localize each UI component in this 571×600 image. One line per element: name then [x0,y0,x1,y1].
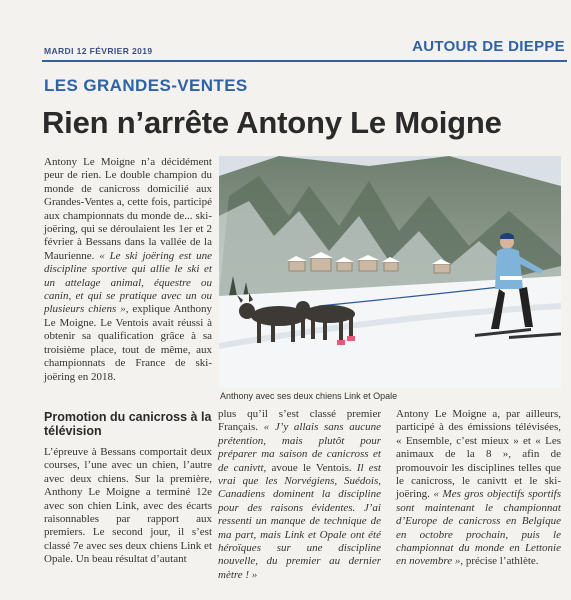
article-subhead: Promotion du canicross à la télévision [44,410,212,438]
photo-caption: Anthony avec ses deux chiens Link et Opale [220,391,398,401]
article-column-3 [396,408,561,569]
article-intro-column [44,156,212,384]
column-2-text: plus qu’il s’est classé premier Français. [218,408,381,434]
column-1-text: L’épreuve à Bessans comportait deux courses, l’une avec un chien, l’autre avec deux chiens. Sur la première, Anthony Le Moigne a terminé 12e avec son chien Link, avec des écarts raisonnables par rapport aux premiers. Le second jour, il s’est classé 7e avec ses deux chiens Link et Opale. Un beau résultat d’autant [44,446,212,566]
article-column-1-lower [44,446,212,567]
section-rubric: AUTOUR DE DIEPPE [412,38,565,55]
intro-text-end: , explique Anthony Le Moigne. Le Ventois avait réussi à obtenir sa qualification grâce à sa troisième place, tout de même, aux championnats de France de ski-joëring en 2018. [44,303,212,383]
article-headline: Rien n’arrête Antony Le Moigne [42,105,502,140]
column-3-text: Antony Le Moigne a, par ailleurs, participé à des émissions télévisées, « Ensemble, c’est mieux » et « Les animaux de la 8 », afin de promouvoir les disciplines telles que le canicross, le canivtt et le ski-joëring. [396,408,561,501]
column-2-quote-2: Il est vrai que les Norvégiens, Suédois, Canadiens dominent la discipline pour des raisons évidentes. J’ai ressenti un manque de technique de ma part, mais Link et Opale ont été héroïques sur une discipline nouvelle, du premier au dernier mètre ! » [218,461,381,581]
column-2-quote: « J’y allais sans aucune prétention, mais plutôt pour préparer ma saison de canicross et de canivtt, [218,421,381,474]
column-2-text-mid: avoue le Ventois. [266,461,357,474]
column-3-text-end: , précise l’athlète. [460,555,539,568]
article-kicker: LES GRANDES-VENTES [44,76,248,95]
article-photo [219,156,561,388]
header-rule [42,60,567,62]
column-3-quote: « Mes gros objectifs sportifs sont maintenant le championnat d’Europe de canicross en Belgique en octobre prochain, puis le championnat du monde en Lettonie en novembre » [396,488,561,568]
issue-date: MARDI 12 FÉVRIER 2019 [44,46,153,56]
intro-text: Antony Le Moigne n’a décidément peur de rien. Le double champion du monde de canicross domicilié aux Grandes-Ventes a, cette fois, participé aux championnats du monde de... ski-joëring, qui se déroulaient les 1er et 2 février à Bessans dans la vallée de la Maurienne. [44,156,212,262]
article-column-2 [218,408,381,582]
intro-quote: « Le ski joëring est une discipline sportive qui allie le ski et un attelage animal, équestre ou canin, et qui se pratique avec un ou plusieurs chiens » [44,249,212,316]
